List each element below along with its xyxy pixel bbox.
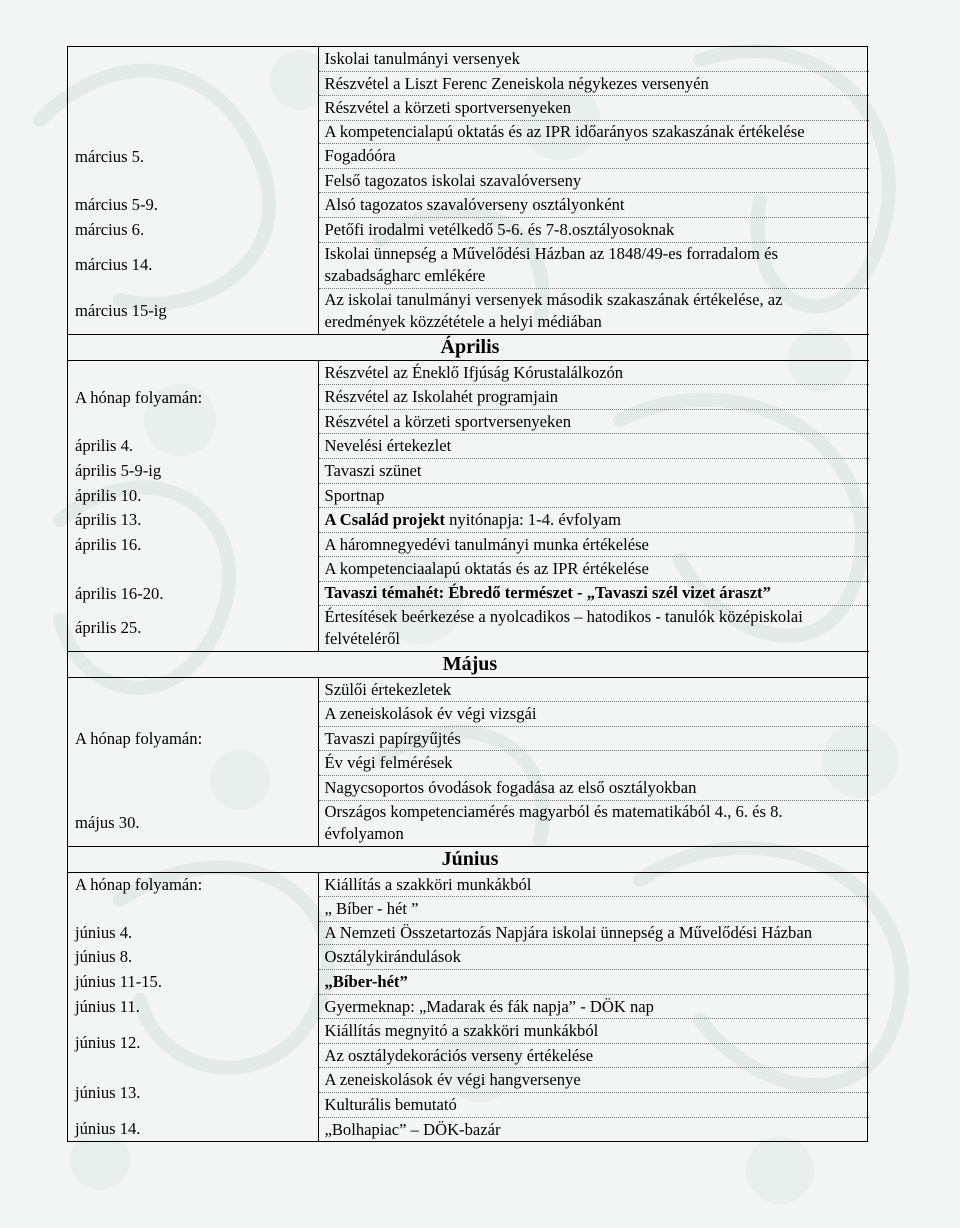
event-cell: Kulturális bemutató [318,1092,869,1117]
event-cell: Év végi felmérések [318,751,869,776]
event-cell: Tavaszi szünet [318,459,869,484]
event-cell: Fogadóóra [318,144,869,169]
event-cell: Az iskolai tanulmányi versenyek második szakaszának értékelése, az eredmények közzététele a helyi médiában [324,289,783,332]
event-cell: Országos kompetenciamérés magyarból és matematikából 4., 6. és 8. évfolyamon [324,801,783,844]
event-cell: Részvétel a Liszt Ferenc Zeneiskola négykezes versenyén [318,71,869,96]
date-cell: március 5. [68,120,318,193]
event-cell: Felső tagozatos iskolai szavalóverseny [318,168,869,193]
event-cell: Nevelési értekezlet [318,434,869,459]
date-cell: március 5-9. [68,193,318,218]
date-cell: június 12. [68,1019,318,1068]
date-cell: április 13. [68,508,318,533]
date-cell: A hónap folyamán: [68,872,318,897]
event-cell: A zeneiskolások év végi vizsgái [318,702,869,727]
date-cell: június 8. [68,945,318,970]
event-cell [318,508,869,533]
month-heading-aprilis: Április [68,334,869,360]
event-cell: Alsó tagozatos szavalóverseny osztályonként [318,193,869,218]
event-cell: „Bíber-hét” [318,969,869,994]
event-cell: Részvétel a körzeti sportversenyeken [318,96,869,121]
event-cell: Az osztálydekorációs verseny értékelése [318,1043,869,1068]
event-cell: Tavaszi papírgyűjtés [318,726,869,751]
date-cell: április 16-20. [68,582,318,606]
month-heading-junius: Június [68,846,869,872]
date-cell: április 16. [68,532,318,557]
event-bold-text: A Család projekt [324,510,445,530]
event-cell: Tavaszi témahét: Ébredő természet - „Tavaszi szél vizet áraszt” [318,582,869,606]
event-cell: Iskolai tanulmányi versenyek [318,47,869,71]
date-cell: április 25. [68,605,318,651]
date-cell: április 4. [68,434,318,459]
event-cell: A kompetencialapú oktatás és az IPR időarányos szakaszának értékelése [318,120,869,144]
event-cell: A kompetenciaalapú oktatás és az IPR értékelése [318,557,869,582]
event-cell: „ Bíber - hét ” [318,897,869,922]
event-cell: Szülői értekezletek [318,677,869,702]
date-cell: június 13. [68,1068,318,1117]
date-cell: június 4. [68,921,318,945]
event-cell: Részvétel a körzeti sportversenyeken [318,409,869,434]
event-cell: Értesítések beérkezése a nyolcadikos – hatodikos - tanulók középiskolai felvételéről [324,606,803,649]
event-cell: Osztálykirándulások [318,945,869,970]
date-cell: március 15-ig [68,288,318,334]
date-cell: június 11-15. [68,969,318,994]
date-cell: május 30. [68,800,318,846]
event-cell: Kiállítás a szakköri munkákból [318,872,869,897]
date-cell: A hónap folyamán: [68,360,318,434]
date-cell: április 5-9-ig [68,459,318,484]
event-cell: A zeneiskolások év végi hangversenye [318,1068,869,1093]
event-cell: Gyermeknap: „Madarak és fák napja” - DÖK nap [318,994,869,1019]
date-cell [68,47,318,120]
event-cell: Részvétel az Éneklő Ifjúság Kórustalálkozón [318,360,869,385]
date-cell: március 14. [68,242,318,288]
date-cell: június 14. [68,1117,318,1141]
event-cell: „Bolhapiac” – DÖK-bazár [324,1119,501,1139]
event-text: nyitónapja: 1-4. évfolyam [444,510,622,530]
event-cell: Iskolai ünnepség a Művelődési Házban az 1848/49-es forradalom és szabadságharc emlékére [318,242,869,288]
event-cell: A Nemzeti Összetartozás Napjára iskolai ünnepség a Művelődési Házban [318,921,869,945]
event-cell: Sportnap [318,483,869,508]
event-cell: Kiállítás megnyitó a szakköri munkákból [318,1019,869,1044]
date-cell: március 6. [68,218,318,243]
date-cell: A hónap folyamán: [68,677,318,800]
event-cell: Petőfi irodalmi vetélkedő 5-6. és 7-8.osztályosoknak [318,218,869,243]
event-cell: A háromnegyedévi tanulmányi munka értékelése [318,532,869,557]
event-cell: Részvétel az Iskolahét programjain [318,385,869,410]
date-cell [68,897,318,922]
date-cell [68,557,318,582]
date-cell: június 11. [68,994,318,1019]
date-cell: április 10. [68,483,318,508]
schedule-table [67,46,868,1142]
event-cell: Nagycsoportos óvodások fogadása az első osztályokban [318,775,869,800]
month-heading-majus: Május [68,651,869,677]
